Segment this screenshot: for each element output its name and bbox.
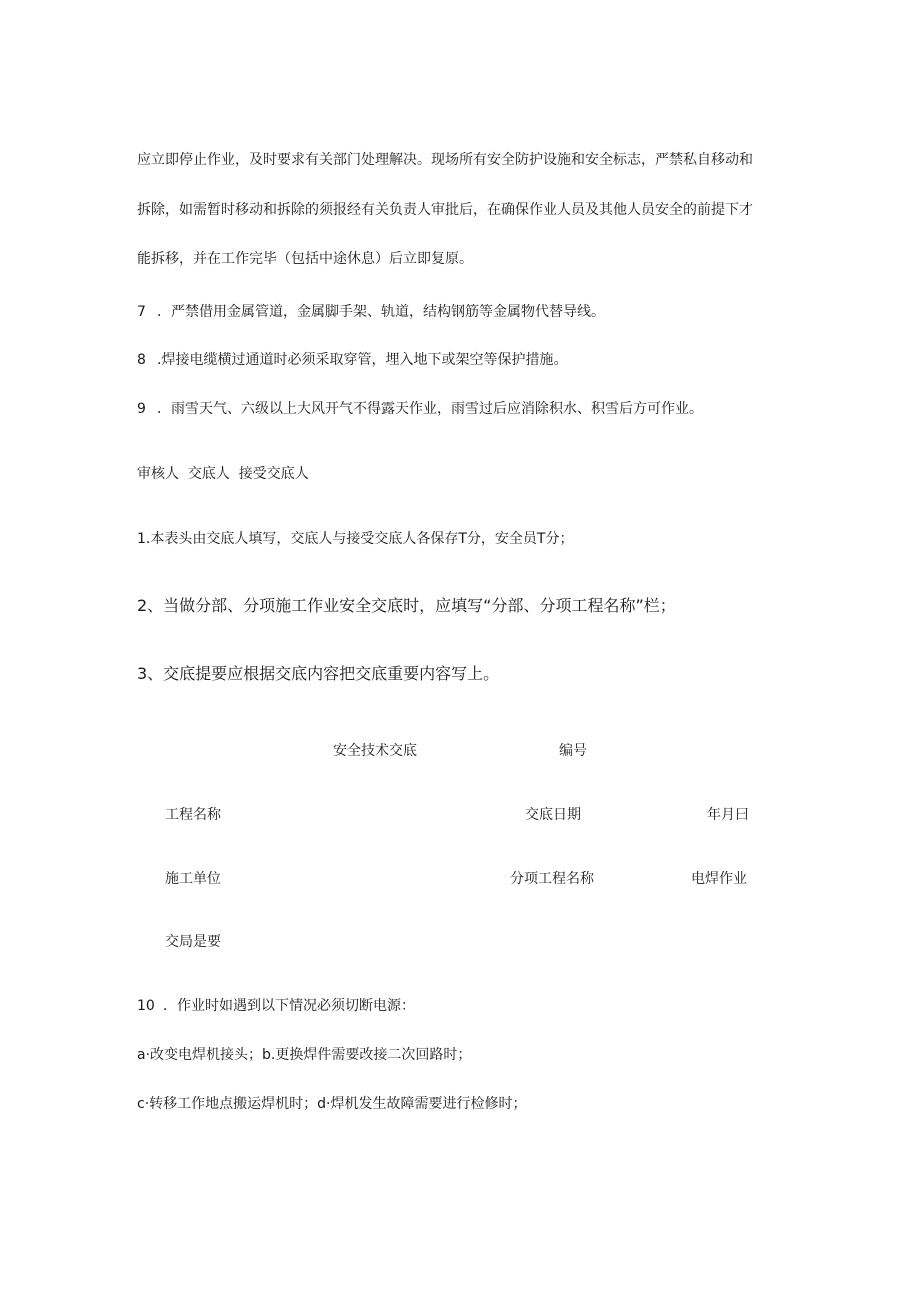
- signature-line: 审核人 交底人 接受交底人: [137, 466, 309, 482]
- unit-label: 施工单位: [165, 871, 221, 887]
- item-7: [137, 302, 605, 322]
- date-label: 交底日期: [525, 807, 581, 823]
- note-2: 2、当做分部、分项施工作业安全交底时，应填写“分部、分项工程名称”栏；: [137, 596, 676, 615]
- item-9-text: ．雨雪天气、六级以上大风开气不得露天作业，雨雪过后应消除积水、积雪后方可作业。: [157, 401, 703, 417]
- item-7-text: ．严禁借用金属管道，金属脚手架、轨道，结构钢筋等金属物代替导线。: [157, 304, 605, 320]
- note-3: 3、交底提要应根据交底内容把交底重要内容写上。: [137, 664, 500, 683]
- item-10-number: 10: [137, 998, 155, 1014]
- form-number-label: 编号: [559, 743, 587, 759]
- paragraph-line-2: 拆除，如需暂时移动和拆除的须报经有关负责人审批后，在确保作业人员及其他人员安全的前提下才: [137, 202, 753, 218]
- summary-label: 交局是要: [165, 934, 221, 950]
- item-8-text: .焊接电缆横过通道时必须采取穿管，埋入地下或架空等保护措施。: [157, 352, 568, 368]
- item-10-line-a: a·改变电焊机接头；b.更换焊件需要改接二次回路时；: [137, 1047, 472, 1063]
- date-value: 年月曰: [707, 807, 749, 823]
- item-10-line-c: c·转移工作地点搬运焊机时；d·焊机发生故障需要进行检修时；: [137, 1096, 527, 1112]
- paragraph-line-1: 应立即停止作业，及时要求有关部门处理解决。现场所有安全防护设施和安全标志，严禁私自移动和: [137, 152, 753, 168]
- item-10: [137, 996, 415, 1016]
- form-title: 安全技术交底: [333, 743, 417, 759]
- item-8: [137, 350, 567, 370]
- item-10-text: ．作业时如遇到以下情况必须切断电源：: [163, 998, 415, 1014]
- item-7-number: 7: [137, 304, 146, 320]
- item-9-number: 9: [137, 401, 146, 417]
- subproject-value: 电焊作业: [691, 871, 747, 887]
- item-9: [137, 399, 703, 419]
- project-name-label: 工程名称: [165, 807, 221, 823]
- subproject-label: 分项工程名称: [510, 871, 594, 887]
- item-8-number: 8: [137, 352, 146, 368]
- note-1: 1.本表头由交底人填写，交底人与接受交底人各保存T分，安全员T分；: [137, 531, 574, 547]
- paragraph-line-3: 能拆移，并在工作完毕（包括中途休息）后立即复原。: [137, 251, 473, 267]
